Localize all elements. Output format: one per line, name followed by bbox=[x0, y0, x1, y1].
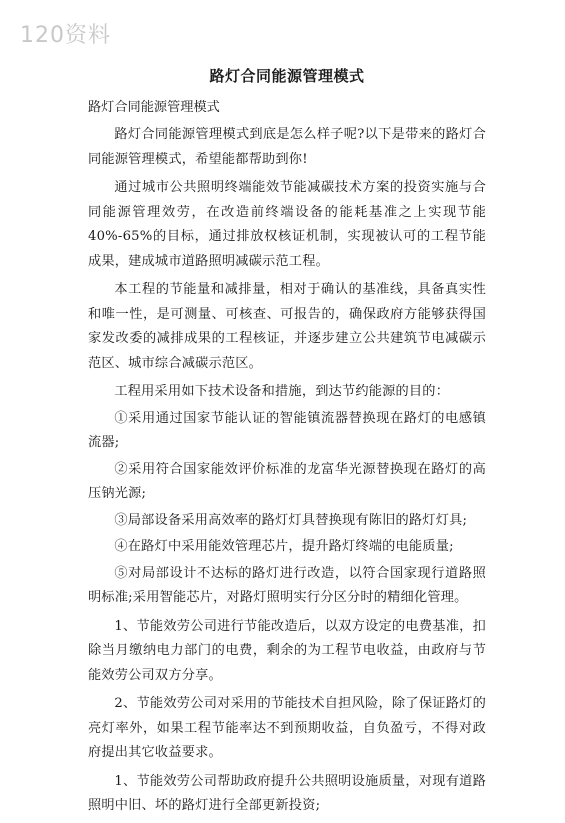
document-title: 路灯合同能源管理模式 bbox=[209, 67, 365, 85]
paragraph: 本工程的节能量和减排量，相对于确认的基准线，具备真实性和唯一性，是可测量、可核查、可报告的，确保政府方能够获得国家发改委的减排成果的工程核证，并逐步建立公共建筑节电减碳示范区、城市综合减碳示范区。 bbox=[88, 282, 486, 371]
document-subtitle: 路灯合同能源管理模式 bbox=[88, 100, 220, 115]
paragraph: 2、节能效劳公司对采用的节能技术自担风险，除了保证路灯的亮灯率外，如果工程节能率达不到预期收益，自负盈亏，不得对政府提出其它收益要求。 bbox=[88, 696, 486, 760]
list-item: ③局部设备采用高效率的路灯灯具替换现有陈旧的路灯灯具; bbox=[114, 512, 468, 528]
document-body bbox=[88, 64, 486, 823]
paragraph: 工程用采用如下技术设备和措施，到达节约能源的目的： bbox=[114, 384, 450, 399]
list-item: ②采用符合国家能效评价标准的龙富华光源替换现在路灯的高压钠光源; bbox=[88, 461, 486, 501]
paragraph: 1、节能效劳公司进行节能改造后，以双方设定的电费基准，扣除当月缴纳电力部门的电费，剩余的为工程节电收益，由政府与节能效劳公司双方分享。 bbox=[88, 618, 486, 683]
paragraph: 路灯合同能源管理模式到底是怎么样子呢?以下是带来的路灯合同能源管理模式，希望能都帮助到你! bbox=[88, 127, 486, 167]
paragraph: 通过城市公共照明终端能效节能减碳技术方案的投资实施与合同能源管理效劳，在改造前终端设备的能耗基准之上实现节能 40%-65%的目标，通过排放权核证机制，实现被认可的工程节能成果，建成城市道路照明减碳示范工程。 bbox=[88, 180, 486, 269]
list-item: ①采用通过国家节能认证的智能镇流器替换现在路灯的电感镇流器; bbox=[88, 410, 486, 450]
watermark-logo: 120资料 bbox=[20, 23, 111, 48]
list-item: ④在路灯中采用能效管理芯片，提升路灯终端的电能质量; bbox=[114, 539, 454, 554]
list-item: ⑤对局部设计不达标的路灯进行改造，以符合国家现行道路照明标准;采用智能芯片，对路灯照明实行分区分时的精细化管理。 bbox=[88, 565, 486, 605]
paragraph: 1、节能效劳公司帮助政府提升公共照明设施质量，对现有道路照明中旧、坏的路灯进行全部更新投资; bbox=[88, 773, 486, 813]
